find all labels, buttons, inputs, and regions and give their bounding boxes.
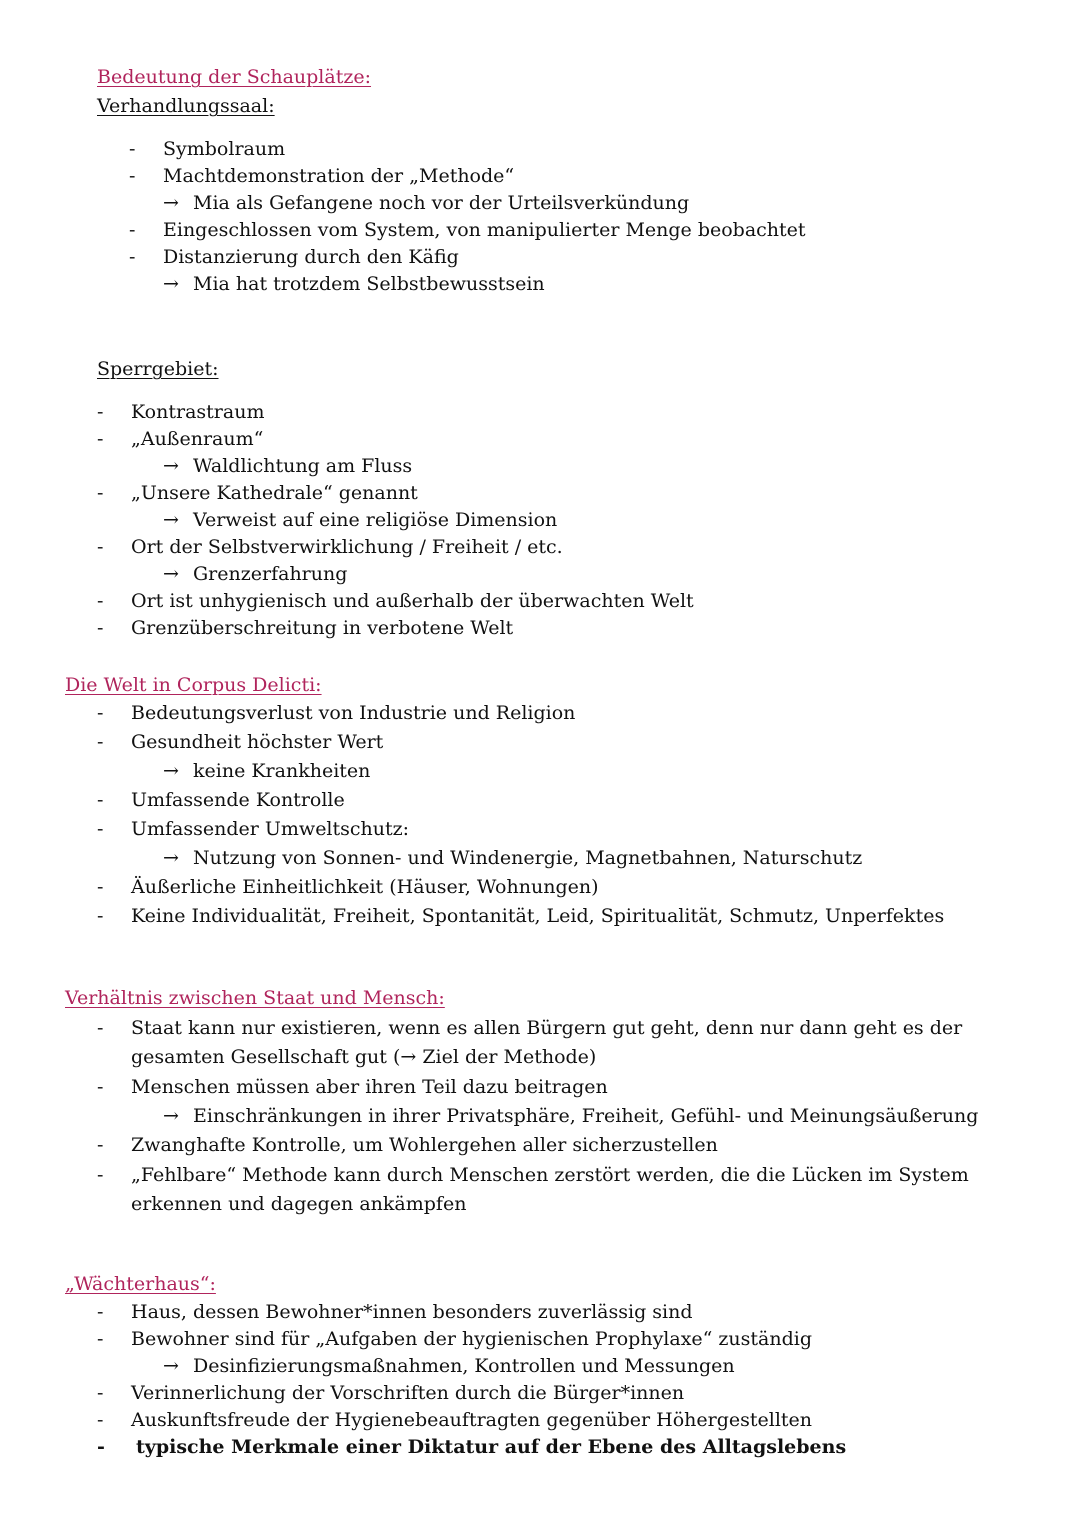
list-subitem-text: Einschränkungen in ihrer Privatsphäre, Freiheit, Gefühl- und Meinungsäußerung (193, 1105, 979, 1127)
arrow-icon: → (163, 455, 179, 477)
list-item (97, 1014, 1011, 1072)
arrow-icon: → (163, 563, 179, 585)
subsection-title-verhandlungssaal: Verhandlungssaal: (97, 95, 275, 117)
waechterhaus-list (97, 1299, 846, 1461)
list-item: - Keine Individualität, Freiheit, Spontanität, Leid, Spiritualität, Schmutz, Unperfektes (97, 903, 944, 930)
list-item: - Gesundheit höchster Wert (97, 729, 944, 756)
list-item: - Distanzierung durch den Käfig (129, 244, 806, 271)
list-item: - Äußerliche Einheitlichkeit (Häuser, Wohnungen) (97, 874, 944, 901)
list-item: - Haus, dessen Bewohner*innen besonders zuverlässig sind (97, 1299, 846, 1326)
subsection-title-sperrgebiet: Sperrgebiet: (97, 358, 219, 380)
list-item-text: - „Fehlbare“ Methode kann durch Menschen zerstört werden, die die Lücken im System erkennen und dagegen ankämpfen (131, 1164, 969, 1215)
welt-list (97, 700, 944, 930)
list-item: - Zwanghafte Kontrolle, um Wohlergehen aller sicherzustellen (97, 1132, 1011, 1159)
list-subitem (129, 190, 806, 217)
list-subitem (97, 845, 944, 872)
list-item: - Bewohner sind für „Aufgaben der hygienischen Prophylaxe“ zuständig (97, 1326, 846, 1353)
list-item: - Ort der Selbstverwirklichung / Freiheit / etc. (97, 534, 694, 561)
list-subitem-text: Verweist auf eine religiöse Dimension (193, 509, 558, 531)
arrow-icon: → (163, 1355, 179, 1377)
list-subitem-text: Mia hat trotzdem Selbstbewusstsein (193, 273, 545, 295)
list-subitem-text: Mia als Gefangene noch vor der Urteilsverkündung (193, 192, 690, 214)
list-subitem (97, 561, 694, 588)
list-item: - Grenzüberschreitung in verbotene Welt (97, 615, 694, 642)
verhaeltnis-list (97, 1014, 1011, 1219)
list-item: - Verinnerlichung der Vorschriften durch die Bürger*innen (97, 1380, 846, 1407)
list-subitem-text: Nutzung von Sonnen- und Windenergie, Magnetbahnen, Naturschutz (193, 847, 863, 869)
list-item-text: - Staat kann nur existieren, wenn es allen Bürgern gut geht, denn nur dann geht es der gesamten Gesellschaft gut (→ Ziel der Methode) (131, 1017, 963, 1068)
arrow-icon: → (163, 760, 179, 782)
arrow-icon: → (163, 273, 179, 295)
section-title-waechterhaus: „Wächterhaus“: (65, 1273, 216, 1295)
section-title-schauplaetze: Bedeutung der Schauplätze: (97, 66, 372, 88)
arrow-icon: → (163, 192, 179, 214)
list-subitem-text: Grenzerfahrung (193, 563, 348, 585)
list-subitem (97, 758, 944, 785)
section-title-welt: Die Welt in Corpus Delicti: (65, 674, 322, 696)
list-item: - „Unsere Kathedrale“ genannt (97, 480, 694, 507)
list-item (97, 1161, 1011, 1219)
list-item: - Kontrastraum (97, 399, 694, 426)
list-item: - Menschen müssen aber ihren Teil dazu beitragen (97, 1074, 1011, 1101)
list-subitem-text: Waldlichtung am Fluss (193, 455, 413, 477)
arrow-icon: → (163, 509, 179, 531)
list-subitem (129, 271, 806, 298)
list-subitem (97, 1353, 846, 1380)
list-item: - Auskunftsfreude der Hygienebeauftragten gegenüber Höhergestellten (97, 1407, 846, 1434)
list-subitem-text: keine Krankheiten (193, 760, 371, 782)
section-title-verhaeltnis: Verhältnis zwischen Staat und Mensch: (65, 987, 445, 1009)
list-item-emphasis: - typische Merkmale einer Diktatur auf der Ebene des Alltagslebens (97, 1434, 846, 1461)
list-subitem (97, 1103, 1011, 1130)
list-subitem-text: Desinfizierungsmaßnahmen, Kontrollen und Messungen (193, 1355, 735, 1377)
list-item: - Umfassende Kontrolle (97, 787, 944, 814)
list-item: - Umfassender Umweltschutz: (97, 816, 944, 843)
arrow-icon: → (163, 847, 179, 869)
list-item: - „Außenraum“ (97, 426, 694, 453)
list-item: - Symbolraum (129, 136, 806, 163)
list-subitem (97, 507, 694, 534)
sperrgebiet-list (97, 399, 694, 642)
list-item: - Ort ist unhygienisch und außerhalb der überwachten Welt (97, 588, 694, 615)
arrow-icon: → (163, 1105, 179, 1127)
list-item: - Bedeutungsverlust von Industrie und Religion (97, 700, 944, 727)
verhandlungssaal-list (129, 136, 806, 298)
list-subitem (97, 453, 694, 480)
list-item: - Eingeschlossen vom System, von manipulierter Menge beobachtet (129, 217, 806, 244)
list-item: - Machtdemonstration der „Methode“ (129, 163, 806, 190)
